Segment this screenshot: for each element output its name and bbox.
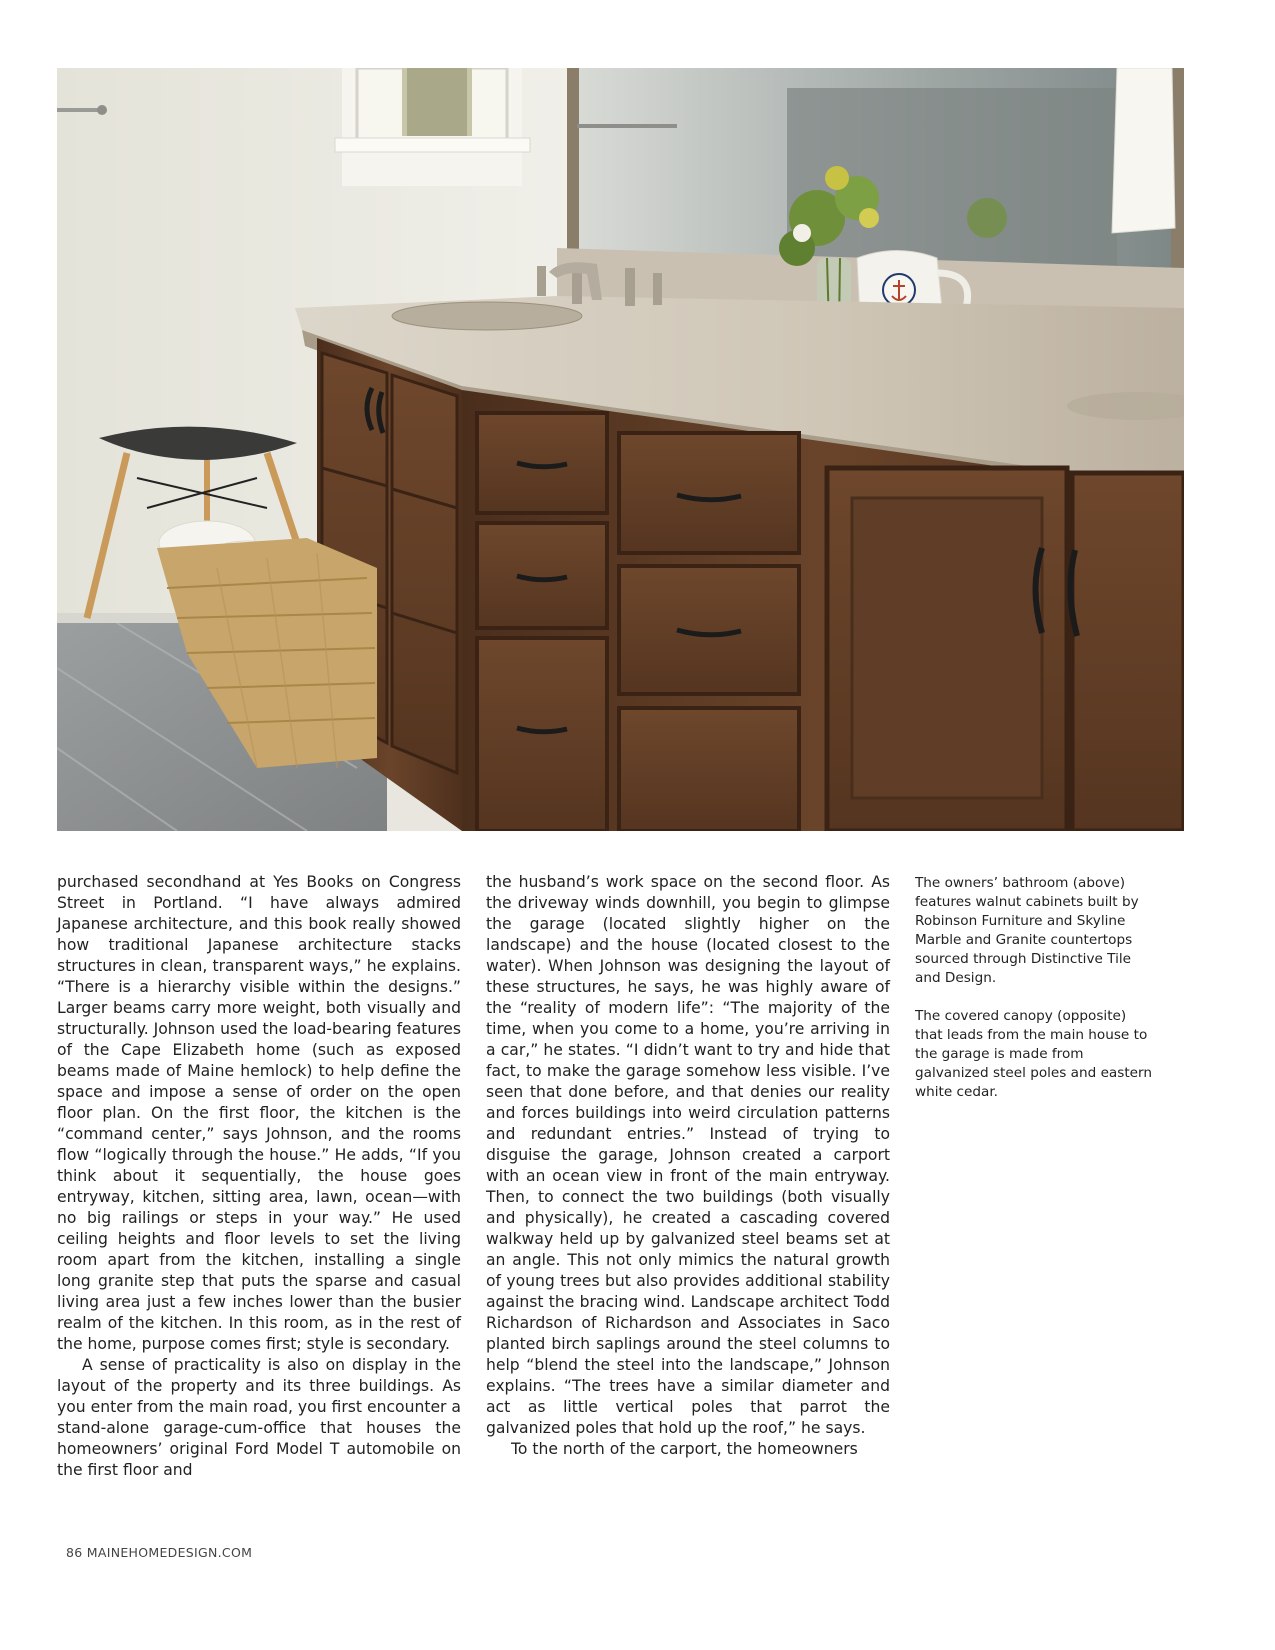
cabinet-drawers bbox=[477, 413, 799, 831]
article-paragraph: purchased secondhand at Yes Books on Congress Street in Portland. “I have always admired Japanese architecture, and this book really showed how traditional Japanese architecture stacks structures in clean, transparent ways,” he explains. “There is a hierarchy visible within the designs.” Larger beams carry more weight, both visually and structurally. Johnson used the load-bearing features of the Cape Elizabeth home (such as exposed beams made of Maine hemlock) to help define the space and impose a sense of order on the open floor plan. On the first floor, the kitchen is the “command center,” says Johnson, and the rooms flow “logically through the house.” He adds, “If you think about it sequentially, the house goes entryway, kitchen, sitting area, lawn, ocean—with no big railings or steps in your way.” He used ceiling heights and floor levels to set the living room apart from the kitchen, installing a single long granite step that puts the sparse and casual living area just a few inches lower than the busier realm of the kitchen. In this room, as in the rest of the home, purpose comes first; style is secondary. bbox=[57, 873, 461, 1353]
article-paragraph: A sense of practicality is also on display in the layout of the property and its three buildings. As you enter from the main road, you first encounter a stand-alone garage-cum-office that houses the homeowners’ original Ford Model T automobile on the first floor and bbox=[57, 1356, 461, 1479]
caption-bathroom: The owners’ bathroom (above) features walnut cabinets built by Robinson Furniture and Skyline Marble and Granite countertops sourced through Distinctive Tile and Design. bbox=[915, 875, 1139, 986]
bathroom-photo bbox=[57, 68, 1184, 831]
bathroom-illustration bbox=[57, 68, 1184, 831]
article-paragraph: To the north of the carport, the homeowners bbox=[511, 1440, 858, 1458]
caption-canopy: The covered canopy (opposite) that leads from the main house to the garage is made from galvanized steel poles and eastern white cedar. bbox=[915, 1008, 1153, 1100]
photo-captions bbox=[915, 874, 1155, 1121]
article-column-2 bbox=[486, 872, 890, 1460]
cabinet-doors-right bbox=[827, 468, 1184, 831]
page-folio: 86 MAINEHOMEDESIGN.COM bbox=[66, 1545, 253, 1560]
article-paragraph: the husband’s work space on the second floor. As the driveway winds downhill, you begin to glimpse the garage (located slightly higher on the landscape) and the house (located closest to the water). When Johnson was designing the layout of these structures, he says, he was highly aware of the “reality of modern life”: “The majority of the time, when you come to a home, you’re arriving in a car,” he states. “I didn’t want to try and hide that fact, to make the garage somehow less visible. I’ve seen that done before, and that denies our reality and forces buildings into weird circulation patterns and redundant entries.” Instead of trying to disguise the garage, Johnson created a carport with an ocean view in front of the main entryway. Then, to connect the two buildings (both visually and physically), he created a cascading covered walkway held up by galvanized steel beams set at an angle. This not only mimics the natural growth of young trees but also provides additional stability against the bracing wind. Landscape architect Todd Richardson of Richardson and Associates in Saco planted birch saplings around the steel columns to help “blend the steel into the landscape,” Johnson explains. “The trees have a similar diameter and act as little vertical poles that parrot the galvanized poles that hold up the roof,” he says. bbox=[486, 873, 890, 1437]
article-column-1 bbox=[57, 872, 461, 1481]
